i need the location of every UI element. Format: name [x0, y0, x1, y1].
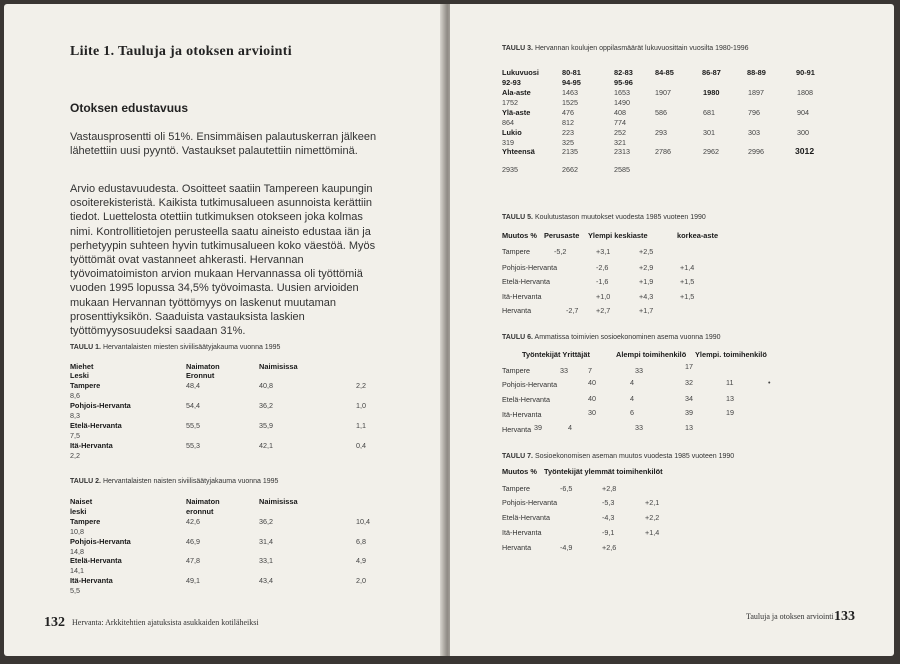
- table-cell: 19: [726, 408, 734, 417]
- table-row-label: Itä-Hervanta: [502, 528, 542, 537]
- table-cell: +1,5: [680, 292, 695, 301]
- table-row-label: Hervanta: [502, 543, 532, 552]
- table-cell: 55,3: [186, 441, 200, 450]
- table-cell: 2786: [655, 147, 671, 156]
- table-cell: +1,5: [680, 277, 695, 286]
- table-cell: +3,1: [596, 247, 611, 256]
- table-row-label: Etelä-Hervanta: [502, 277, 550, 286]
- table-cell: 1980: [703, 88, 720, 97]
- table7-caption: [502, 453, 734, 460]
- table-row-label: Pohjois-Hervanta: [502, 263, 558, 272]
- paragraph-response-rate: [70, 130, 388, 158]
- table3-label: TAULU 3.: [502, 45, 533, 52]
- table-cell: 1808: [797, 88, 813, 97]
- table-cell: 33,1: [259, 556, 273, 565]
- table-cell: 47,8: [186, 556, 200, 565]
- table-cell: 54,4: [186, 401, 200, 410]
- table-cell: 33: [560, 366, 568, 375]
- table-cell: 2135: [562, 147, 578, 156]
- table-cell: 864: [502, 118, 514, 127]
- table-cell: +2,2: [645, 513, 660, 522]
- table-row-label: Hervanta: [502, 306, 532, 315]
- table-cell: 39: [685, 408, 693, 417]
- table-cell: 586: [655, 108, 667, 117]
- table-cell: -4,3: [602, 513, 615, 522]
- table-cell: 5,5: [70, 586, 80, 595]
- table-row-label: Pohjois-Hervanta: [502, 498, 558, 507]
- table-cell: 1653: [614, 88, 630, 97]
- table-cell: 40,8: [259, 381, 273, 390]
- table-cell: 39: [534, 423, 542, 432]
- table-cell: 1,1: [356, 421, 366, 430]
- table-cell: +2,9: [639, 263, 654, 272]
- table-cell: 14,8: [70, 547, 84, 556]
- table-row-label: Itä-Hervanta: [502, 292, 542, 301]
- table-cell: 36,2: [259, 401, 273, 410]
- table3-year: 88-89: [747, 68, 766, 77]
- table-row-label: Pohjois-Hervanta: [502, 380, 558, 389]
- table5-header-perusaste: Perusaste: [544, 231, 580, 240]
- table-cell: 796: [748, 108, 760, 117]
- table-cell: -4,9: [560, 543, 573, 552]
- table3-year: 95-96: [614, 78, 633, 87]
- table6-caption-text: Ammatissa toimivien sosioekonominen asema vuonna 1990: [534, 334, 721, 341]
- table-cell: 48,4: [186, 381, 200, 390]
- table-cell: 2,2: [356, 381, 366, 390]
- page-number-right: 133: [834, 609, 855, 624]
- table-cell: 4,9: [356, 556, 366, 565]
- table-cell: 2962: [703, 147, 719, 156]
- table-cell: +2,5: [639, 247, 654, 256]
- table6-caption: [502, 334, 721, 341]
- table-cell: 36,2: [259, 517, 273, 526]
- table3-year: 94-95: [562, 78, 581, 87]
- page-number-left: 132: [44, 615, 65, 630]
- table2-header-naimisissa: Naimisissa: [259, 497, 298, 506]
- table-cell: 293: [655, 128, 667, 137]
- table-cell: 301: [703, 128, 715, 137]
- table-cell: +1,9: [639, 277, 654, 286]
- table3-header-lukuvuosi: Lukuvuosi: [502, 68, 539, 77]
- table-cell: 4: [568, 423, 572, 432]
- table-cell: 1897: [748, 88, 764, 97]
- table7-header-muutos: Muutos %: [502, 467, 537, 476]
- table-cell: 43,4: [259, 576, 273, 585]
- table1-header-miehet: Miehet: [70, 362, 94, 371]
- table6-header-tyontekijat: Työntekijät Yrittäjät: [522, 350, 590, 359]
- table-row-label: Tampere: [502, 247, 530, 256]
- table-cell: 2662: [562, 165, 578, 174]
- table-cell: 904: [797, 108, 809, 117]
- table3-year: 86-87: [702, 68, 721, 77]
- table-cell: 6,8: [356, 537, 366, 546]
- table-cell: 42,1: [259, 441, 273, 450]
- table-cell: 476: [562, 108, 574, 117]
- table2-header-naimaton: Naimaton: [186, 497, 220, 506]
- table-cell: 13: [726, 394, 734, 403]
- table3-year: 84-85: [655, 68, 674, 77]
- table-cell: -9,1: [602, 528, 615, 537]
- table-cell: 34: [685, 394, 693, 403]
- table-cell: 30: [588, 408, 596, 417]
- table-row-label: Hervanta: [502, 425, 532, 434]
- table-cell: 1463: [562, 88, 578, 97]
- table-cell: 774: [614, 118, 626, 127]
- table-row-label: Pohjois-Hervanta: [70, 401, 131, 410]
- table-cell: +1,4: [645, 528, 660, 537]
- table-cell: -5,3: [602, 498, 615, 507]
- table-cell: 408: [614, 108, 626, 117]
- table-cell: 17: [685, 362, 693, 371]
- table-row-label: Pohjois-Hervanta: [70, 537, 131, 546]
- table3-caption: [502, 45, 749, 52]
- table-cell: +1,0: [596, 292, 611, 301]
- table-row-label: Etelä-Hervanta: [502, 513, 550, 522]
- table-cell: 42,6: [186, 517, 200, 526]
- table-cell: 33: [635, 423, 643, 432]
- table-cell: 35,9: [259, 421, 273, 430]
- table-cell: 812: [562, 118, 574, 127]
- table2-header-naiset: Naiset: [70, 497, 93, 506]
- table5-header-muutos: Muutos %: [502, 231, 537, 240]
- table-cell: -2,6: [596, 263, 609, 272]
- table3-year: 90-91: [796, 68, 815, 77]
- paragraph-text: Arvio edustavuudesta. Osoitteet saatiin Tampereen kaupungin osoiterekisteristä. Kaikista tutkimusalueen asunnoista kerättiin tiedot. Luettelosta otettiin tutkimuksen otokseen joka kolmas nimi. Kontrollitietojen perusteella saatu aineisto edustaa iän ja perhetyypin suhteen hyvin tutkimusalueen koko väestöä. Myös työttömät ovat vastanneet ahkerasti. Hervannan työvoimatoimiston arvion mukaan Hervannassa oli työttömiä vuoden 1995 lopussa 34,5% työvoimasta. Uusien arvioiden mukaan Hervannan työttömyys on laskenut muutaman prosenttiyksikön. Saaduista vastauksista laskien työttömyysosuudeksi saadaan 31%.: [70, 183, 376, 338]
- table1-header-naimaton: Naimaton: [186, 362, 220, 371]
- table3-year: 82-83: [614, 68, 633, 77]
- table-cell: •: [768, 378, 771, 387]
- table-cell: 6: [630, 408, 634, 417]
- table3-header-9293: 92-93: [502, 78, 521, 87]
- table5-caption: [502, 214, 706, 221]
- table3-year: 80-81: [562, 68, 581, 77]
- table-row-label: Lukio: [502, 128, 522, 137]
- table-cell: 4: [630, 394, 634, 403]
- table2-header-eronnut: eronnut: [186, 507, 214, 516]
- table-row-label: Yhteensä: [502, 147, 535, 156]
- table-cell: 1525: [562, 98, 578, 107]
- table1-caption-text: Hervantalaisten miesten siviilisäätyjakauma vuonna 1995: [102, 344, 281, 351]
- table5-header-ylempi: Ylempi keskiaste: [588, 231, 648, 240]
- table-cell: 8,3: [70, 411, 80, 420]
- table-cell: 2585: [614, 165, 630, 174]
- table2-label: TAULU 2.: [70, 478, 101, 485]
- table-cell: 49,1: [186, 576, 200, 585]
- table-cell: 0,4: [356, 441, 366, 450]
- table-row-label: Itä-Hervanta: [70, 441, 113, 450]
- table6-header-alempi: Alempi toimihenkilö: [616, 350, 687, 359]
- table-cell: +2,7: [596, 306, 611, 315]
- table-cell: 2,0: [356, 576, 366, 585]
- table-cell: 32: [685, 378, 693, 387]
- table7-label: TAULU 7.: [502, 453, 533, 460]
- table-cell: 2935: [502, 165, 518, 174]
- table1-label: TAULU 1.: [70, 344, 101, 351]
- table-cell: -1,6: [596, 277, 609, 286]
- appendix-title: Liite 1. Tauluja ja otoksen arviointi: [70, 44, 292, 59]
- table-row-label: Etelä-Hervanta: [70, 421, 122, 430]
- table-cell: 3012: [795, 146, 815, 156]
- table-cell: 325: [562, 138, 574, 147]
- table2-caption: [70, 478, 278, 485]
- table5-label: TAULU 5.: [502, 214, 533, 221]
- table-cell: 1490: [614, 98, 630, 107]
- table-cell: 252: [614, 128, 626, 137]
- table-cell: 1907: [655, 88, 671, 97]
- table-cell: 10,4: [356, 517, 370, 526]
- table-cell: 46,9: [186, 537, 200, 546]
- table-row-label: Tampere: [70, 517, 101, 526]
- table-cell: 55,5: [186, 421, 200, 430]
- table-cell: 319: [502, 138, 514, 147]
- footer-right: Tauluja ja otoksen arviointi: [746, 612, 834, 621]
- table-cell: +4,3: [639, 292, 654, 301]
- section-heading: Otoksen edustavuus: [70, 101, 189, 115]
- table-row-label: Tampere: [502, 366, 530, 375]
- table5-header-korkea: korkea-aste: [677, 231, 719, 240]
- table1-caption: [70, 344, 280, 351]
- table-cell: 681: [703, 108, 715, 117]
- table-cell: -5,2: [554, 247, 567, 256]
- footer-left: Hervanta: Arkkitehtien ajatuksista asukkaiden kotiläheiksi: [72, 618, 259, 627]
- right-page: [450, 4, 894, 656]
- table-row-label: Etelä-Hervanta: [70, 556, 122, 565]
- table-cell: 40: [588, 394, 596, 403]
- table2-caption-text: Hervantalaisten naisten siviilisäätyjakauma vuonna 1995: [102, 478, 279, 485]
- table-cell: +1,7: [639, 306, 654, 315]
- table1-header-eronnut: Eronnut: [186, 371, 215, 380]
- table-cell: 2313: [614, 147, 630, 156]
- table-cell: 14,1: [70, 566, 84, 575]
- table-row-label: Ala-aste: [502, 88, 531, 97]
- table1-header-leski: Leski: [70, 371, 89, 380]
- table-cell: +2,8: [602, 484, 617, 493]
- table-row-label: Tampere: [70, 381, 101, 390]
- table3-caption-text: Hervannan koulujen oppilasmäärät lukuvuosittain vuosilta 1980-1996: [534, 45, 749, 52]
- table7-header-tyontekijat: Työntekijät ylemmät toimihenkilöt: [544, 467, 663, 476]
- paragraph-representativeness: [70, 182, 388, 338]
- table-cell: 303: [748, 128, 760, 137]
- table-row-label: Ylä-aste: [502, 108, 531, 117]
- table-cell: 300: [797, 128, 809, 137]
- table-row-label: Itä-Hervanta: [502, 410, 542, 419]
- table-cell: +1,4: [680, 263, 695, 272]
- table-cell: 4: [630, 378, 634, 387]
- table-cell: 7,5: [70, 431, 80, 440]
- table6-header-ylempi: Ylempi. toimihenkilö: [695, 350, 767, 359]
- table-row-label: Tampere: [502, 484, 530, 493]
- table-cell: 2996: [748, 147, 764, 156]
- table-cell: 31,4: [259, 537, 273, 546]
- table7-caption-text: Sosioekonomisen aseman muutos vuodesta 1985 vuoteen 1990: [534, 453, 735, 460]
- table-cell: 7: [588, 366, 592, 375]
- table-cell: 1752: [502, 98, 518, 107]
- paragraph-text: Vastausprosentti oli 51%. Ensimmäisen palautuskerran jälkeen lähetettiin uusi pyyntö. Vastaukset palautettiin nimettöminä.: [70, 131, 377, 158]
- table-cell: 13: [685, 423, 693, 432]
- table1-header-naimisissa: Naimisissa: [259, 362, 298, 371]
- table-cell: 33: [635, 366, 643, 375]
- table-cell: +2,6: [602, 543, 617, 552]
- table-cell: 11: [726, 378, 734, 387]
- table-cell: 8,6: [70, 391, 80, 400]
- table5-caption-text: Koulutustason muutokset vuodesta 1985 vuoteen 1990: [534, 214, 706, 221]
- table-cell: 2,2: [70, 451, 80, 460]
- table-cell: 223: [562, 128, 574, 137]
- table-cell: 321: [614, 138, 626, 147]
- table-cell: 10,8: [70, 527, 84, 536]
- table-cell: -2,7: [566, 306, 579, 315]
- table6-label: TAULU 6.: [502, 334, 533, 341]
- table-cell: +2,1: [645, 498, 660, 507]
- left-page: [4, 4, 444, 656]
- table-cell: 1,0: [356, 401, 366, 410]
- table-cell: 40: [588, 378, 596, 387]
- table-row-label: Itä-Hervanta: [70, 576, 113, 585]
- table-cell: -6,5: [560, 484, 573, 493]
- table-row-label: Etelä-Hervanta: [502, 395, 550, 404]
- table2-header-leski: leski: [70, 507, 87, 516]
